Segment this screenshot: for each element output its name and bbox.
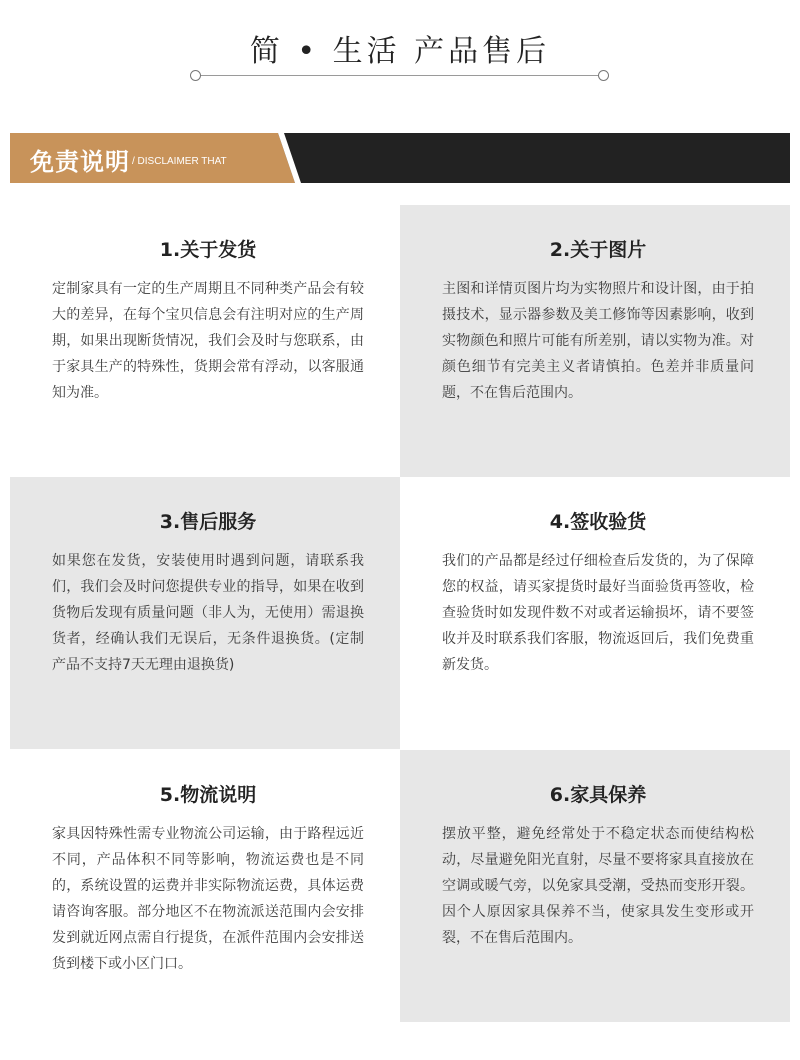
- section-body: 定制家具有一定的生产周期且不同种类产品会有较大的差异，在每个宝贝信息会有注明对应的生产周期，如果出现断货情况，我们会及时与您联系，由于家具生产的特殊性，货期会常有浮动，以客服通知为准。: [52, 281, 364, 401]
- section-body: 我们的产品都是经过仔细检查后发货的，为了保障您的权益，请买家提货时最好当面验货再签收，检查验货时如发现件数不对或者运输损坏，请不要签收并及时联系我们客服，物流返回后，我们免费重新发货。: [442, 553, 754, 673]
- disclaimer-banner: [10, 133, 790, 183]
- title-divider-right-dot: [598, 70, 609, 81]
- section-shipping: [10, 205, 400, 477]
- section-title: 4.签收验货: [549, 511, 647, 533]
- section-title: 2.关于图片: [549, 239, 647, 261]
- section-pictures: [400, 205, 790, 477]
- section-after-sales: [10, 477, 400, 749]
- section-body: 家具因特殊性需专业物流公司运输，由于路程远近不同，产品体积不同等影响，物流运费也是不同的，系统设置的运费并非实际物流运费，具体运费请咨询客服。部分地区不在物流派送范围内会安排发到就近网点需自行提货，在派件范围内会安排送货到楼下或小区门口。: [52, 826, 364, 972]
- banner-subtitle: / DISCLAIMER THAT: [132, 156, 227, 167]
- section-body: 主图和详情页图片均为实物照片和设计图，由于拍摄技术，显示器参数及美工修饰等因素影响，收到实物颜色和照片可能有所差别，请以实物为准。对颜色细节有完美主义者请慎拍。色差并非质量问题，不在售后范围内。: [442, 281, 754, 401]
- section-logistics: [10, 750, 400, 1022]
- banner-title: 免责说明: [30, 148, 130, 176]
- section-inspection: [400, 477, 790, 749]
- section-title: 3.售后服务: [159, 511, 257, 533]
- section-title: 1.关于发货: [159, 239, 257, 261]
- section-title: 5.物流说明: [159, 784, 257, 806]
- title-divider: [196, 75, 604, 76]
- page-title: 简 • 生活 产品售后: [249, 34, 551, 69]
- section-body: 摆放平整，避免经常处于不稳定状态而使结构松动，尽量避免阳光直射，尽量不要将家具直接放在空调或暖气旁，以免家具受潮，受热而变形开裂。因个人原因家具保养不当，使家具发生变形或开裂，不在售后范围内。: [442, 826, 754, 946]
- section-maintenance: [400, 750, 790, 1022]
- title-divider-left-dot: [190, 70, 201, 81]
- section-body: 如果您在发货，安装使用时遇到问题，请联系我们，我们会及时问您提供专业的指导，如果在收到货物后发现有质量问题（非人为，无使用）需退换货者，经确认我们无误后，无条件退换货。(定制产品不支持7天无理由退换货): [52, 553, 364, 673]
- section-title: 6.家具保养: [549, 784, 647, 806]
